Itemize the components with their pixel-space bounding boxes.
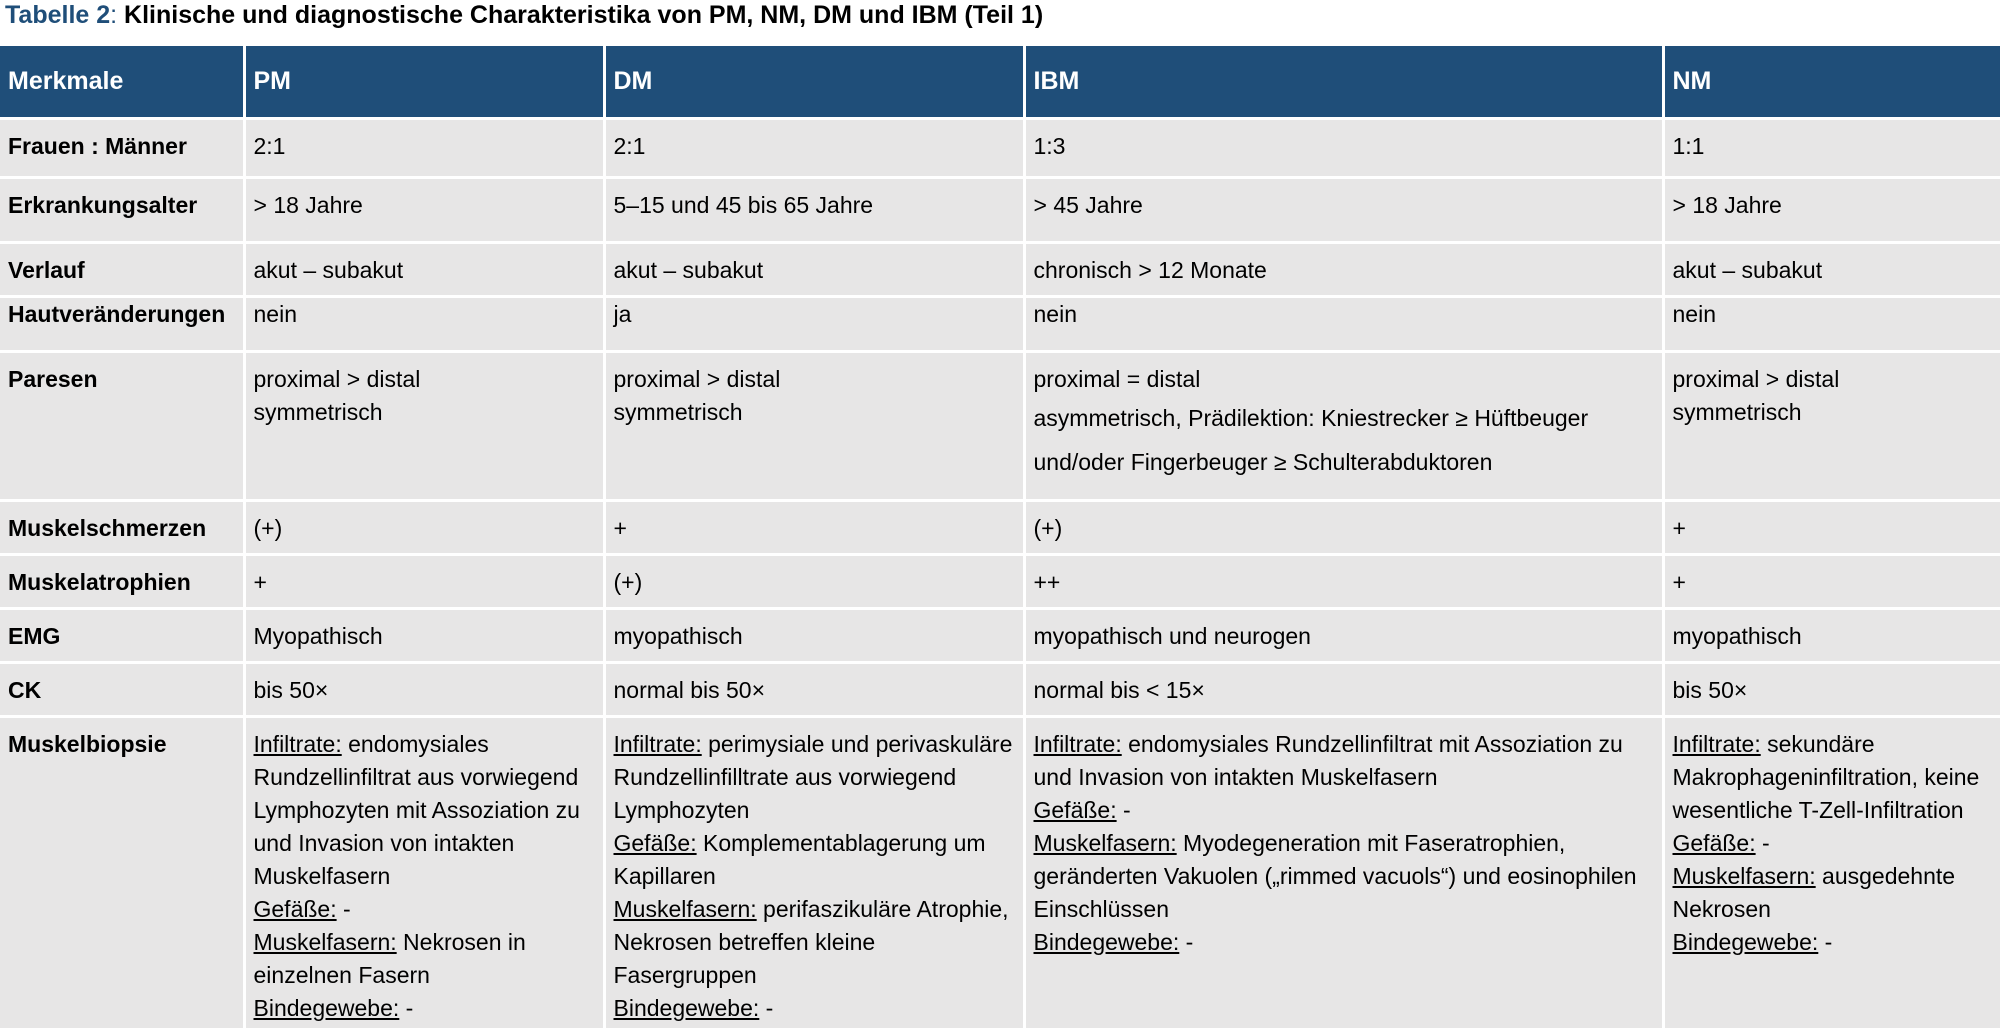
cell-line: nein — [253, 301, 297, 327]
caption-colon: : — [110, 1, 118, 29]
cell-line: normal bis 50× — [613, 677, 765, 703]
table-cell-dm — [604, 297, 1024, 352]
biopsy-text: - — [399, 995, 414, 1021]
cell-line: symmetrisch — [613, 399, 743, 425]
biopsy-term: Gefäße: — [1672, 830, 1756, 856]
cell-line: 1:3 — [1033, 133, 1066, 159]
cell-line: bis 50× — [253, 677, 329, 703]
biopsy-term: Infiltrate: — [253, 731, 342, 757]
row-label: Muskelbiopsie — [0, 717, 244, 1030]
biopsy-text: - — [759, 995, 774, 1021]
table-cell-dm — [604, 178, 1024, 243]
cell-line: bis 50× — [1672, 677, 1748, 703]
biopsy-entry — [1673, 926, 1993, 959]
cell-line: + — [1672, 569, 1686, 595]
table-cell-dm — [604, 555, 1024, 609]
biopsy-entry — [254, 728, 595, 893]
biopsy-term: Gefäße: — [613, 830, 697, 856]
table-row — [0, 297, 2000, 352]
table-cell-pm — [244, 178, 604, 243]
table-row — [0, 352, 2000, 501]
row-label: Muskelschmerzen — [0, 501, 244, 555]
biopsy-term: Bindegewebe: — [613, 995, 760, 1021]
table-cell-nm — [1663, 352, 2000, 501]
cell-line: > 45 Jahre — [1033, 192, 1143, 218]
cell-line: akut – subakut — [613, 257, 764, 283]
row-label: Verlauf — [0, 243, 244, 297]
biopsy-term: Muskelfasern: — [613, 896, 757, 922]
table-cell-nm — [1663, 717, 2000, 1030]
cell-line: ++ — [1033, 569, 1061, 595]
biopsy-term: Muskelfasern: — [1033, 830, 1177, 856]
table-cell-dm — [604, 609, 1024, 663]
header-cell-pm: PM — [244, 46, 604, 119]
table-cell-ibm — [1024, 609, 1663, 663]
table-cell-nm — [1663, 609, 2000, 663]
cell-line: (+) — [253, 515, 283, 541]
row-label: Frauen : Männer — [0, 119, 244, 178]
biopsy-entry — [614, 728, 1015, 827]
table-cell-nm — [1663, 663, 2000, 717]
biopsy-text: Komplementablagerung um Kapillaren — [613, 830, 986, 889]
table-cell-ibm — [1024, 663, 1663, 717]
biopsy-text: Myodegeneration mit Faseratrophien, geränderten Vakuolen („rimmed vacuols“) und eosinophilen Einschlüssen — [1033, 830, 1637, 922]
cell-line: myopathisch und neurogen — [1033, 623, 1311, 649]
table-cell-ibm — [1024, 555, 1663, 609]
cell-line: proximal > distal — [613, 366, 781, 392]
row-label: Erkrankungsalter — [0, 178, 244, 243]
table-row — [0, 119, 2000, 178]
table-cell-pm — [244, 663, 604, 717]
biopsy-text: perifaszikuläre Atrophie, Nekrosen betreffen kleine Fasergruppen — [613, 896, 1009, 988]
biopsy-term: Bindegewebe: — [253, 995, 400, 1021]
header-cell-ibm: IBM — [1024, 46, 1663, 119]
biopsy-entry — [1034, 794, 1654, 827]
characteristics-table — [0, 46, 2000, 1031]
table-cell-nm — [1663, 178, 2000, 243]
biopsy-entry — [614, 992, 1015, 1025]
biopsy-entry — [254, 992, 595, 1025]
biopsy-entry — [1034, 926, 1654, 959]
biopsy-entry — [614, 827, 1015, 893]
table-cell-pm — [244, 609, 604, 663]
table-cell-pm — [244, 297, 604, 352]
biopsy-term: Infiltrate: — [613, 731, 702, 757]
table-cell-dm — [604, 243, 1024, 297]
row-label: Muskelatrophien — [0, 555, 244, 609]
cell-line: proximal = distal — [1033, 366, 1201, 392]
cell-line: 5–15 und 45 bis 65 Jahre — [613, 192, 874, 218]
cell-line: 2:1 — [253, 133, 286, 159]
cell-line: (+) — [1033, 515, 1063, 541]
table-cell-ibm — [1024, 178, 1663, 243]
cell-line: + — [253, 569, 267, 595]
header-cell-nm: NM — [1663, 46, 2000, 119]
biopsy-term: Gefäße: — [1033, 797, 1117, 823]
cell-line: chronisch > 12 Monate — [1033, 257, 1267, 283]
table-cell-pm — [244, 119, 604, 178]
biopsy-entry — [614, 893, 1015, 992]
table-cell-ibm — [1024, 297, 1663, 352]
row-label: Hautveränderungen — [0, 297, 244, 352]
cell-line: ja — [613, 301, 632, 327]
cell-line: + — [613, 515, 627, 541]
biopsy-text: sekundäre Makrophageninfiltration, keine wesentliche T-Zell-Infiltration — [1672, 731, 1980, 823]
biopsy-text: Nekrosen in einzelnen Fasern — [253, 929, 526, 988]
table-cell-ibm — [1024, 717, 1663, 1030]
header-row — [0, 46, 2000, 119]
cell-line: proximal > distal — [253, 366, 421, 392]
biopsy-text: - — [1179, 929, 1194, 955]
biopsy-term: Muskelfasern: — [1672, 863, 1816, 889]
cell-line: (+) — [613, 569, 643, 595]
table-cell-pm — [244, 717, 604, 1030]
table-cell-pm — [244, 555, 604, 609]
table-cell-nm — [1663, 243, 2000, 297]
table-cell-ibm — [1024, 243, 1663, 297]
table-cell-pm — [244, 501, 604, 555]
biopsy-term: Infiltrate: — [1672, 731, 1761, 757]
cell-line: symmetrisch — [1672, 399, 1802, 425]
cell-line: myopathisch — [613, 623, 743, 649]
table-cell-ibm — [1024, 119, 1663, 178]
caption-label: Tabelle 2 — [5, 1, 111, 29]
biopsy-term: Muskelfasern: — [253, 929, 397, 955]
biopsy-entry — [254, 893, 595, 926]
cell-line: asymmetrisch, Prädilektion: Kniestrecker ≥ Hüftbeuger — [1033, 405, 1589, 431]
table-body — [0, 119, 2000, 1030]
table-cell-ibm — [1024, 501, 1663, 555]
cell-line: nein — [1033, 301, 1077, 327]
table-cell-dm — [604, 352, 1024, 501]
cell-line: 2:1 — [613, 133, 646, 159]
biopsy-entry — [1034, 728, 1654, 794]
table-cell-pm — [244, 352, 604, 501]
biopsy-text: perimysiale und perivaskuläre Rundzellinfilltrate aus vorwiegend Lymphozyten — [613, 731, 1013, 823]
cell-line: nein — [1672, 301, 1716, 327]
cell-line: symmetrisch — [253, 399, 383, 425]
cell-line: akut – subakut — [1672, 257, 1823, 283]
header-cell-dm: DM — [604, 46, 1024, 119]
biopsy-text: - — [1116, 797, 1131, 823]
biopsy-entry — [254, 926, 595, 992]
table-row — [0, 555, 2000, 609]
table-cell-ibm — [1024, 352, 1663, 501]
cell-line: und/oder Fingerbeuger ≥ Schulterabduktoren — [1033, 449, 1493, 475]
biopsy-entry — [1673, 860, 1993, 926]
table-caption — [5, 0, 1043, 36]
table-cell-dm — [604, 663, 1024, 717]
table-cell-nm — [1663, 501, 2000, 555]
table-cell-dm — [604, 119, 1024, 178]
biopsy-text: - — [336, 896, 351, 922]
biopsy-entry — [1673, 827, 1993, 860]
table-row — [0, 663, 2000, 717]
row-label: CK — [0, 663, 244, 717]
row-label: Paresen — [0, 352, 244, 501]
biopsy-entry — [1673, 728, 1993, 827]
cell-line: normal bis < 15× — [1033, 677, 1205, 703]
table-cell-nm — [1663, 297, 2000, 352]
cell-line: + — [1672, 515, 1686, 541]
cell-line: > 18 Jahre — [253, 192, 363, 218]
table-cell-dm — [604, 501, 1024, 555]
biopsy-term: Bindegewebe: — [1672, 929, 1819, 955]
biopsy-term: Infiltrate: — [1033, 731, 1122, 757]
biopsy-text: ausgedehnte Nekrosen — [1672, 863, 1956, 922]
biopsy-text: - — [1818, 929, 1833, 955]
biopsy-entry — [1034, 827, 1654, 926]
table-row — [0, 609, 2000, 663]
cell-line: > 18 Jahre — [1672, 192, 1782, 218]
cell-line: proximal > distal — [1672, 366, 1840, 392]
biopsy-term: Bindegewebe: — [1033, 929, 1180, 955]
cell-line: Myopathisch — [253, 623, 383, 649]
biopsy-text: endomysiales Rundzellinfiltrat aus vorwiegend Lymphozyten mit Assoziation zu und Invasion von intakten Muskelfasern — [253, 731, 580, 889]
table-row — [0, 501, 2000, 555]
table-row — [0, 717, 2000, 1030]
header-cell-merkmale: Merkmale — [0, 46, 244, 119]
table-row — [0, 243, 2000, 297]
table-row — [0, 178, 2000, 243]
caption-title: Klinische und diagnostische Charakteristika von PM, NM, DM und IBM (Teil 1) — [117, 1, 1044, 29]
cell-line: akut – subakut — [253, 257, 404, 283]
table-cell-nm — [1663, 555, 2000, 609]
table-cell-pm — [244, 243, 604, 297]
table-cell-dm — [604, 717, 1024, 1030]
cell-line: myopathisch — [1672, 623, 1802, 649]
row-label: EMG — [0, 609, 244, 663]
biopsy-text: endomysiales Rundzellinfiltrat mit Assoziation zu und Invasion von intakten Muskelfasern — [1033, 731, 1623, 790]
cell-line: 1:1 — [1672, 133, 1705, 159]
biopsy-text: - — [1755, 830, 1770, 856]
biopsy-term: Gefäße: — [253, 896, 337, 922]
table-cell-nm — [1663, 119, 2000, 178]
